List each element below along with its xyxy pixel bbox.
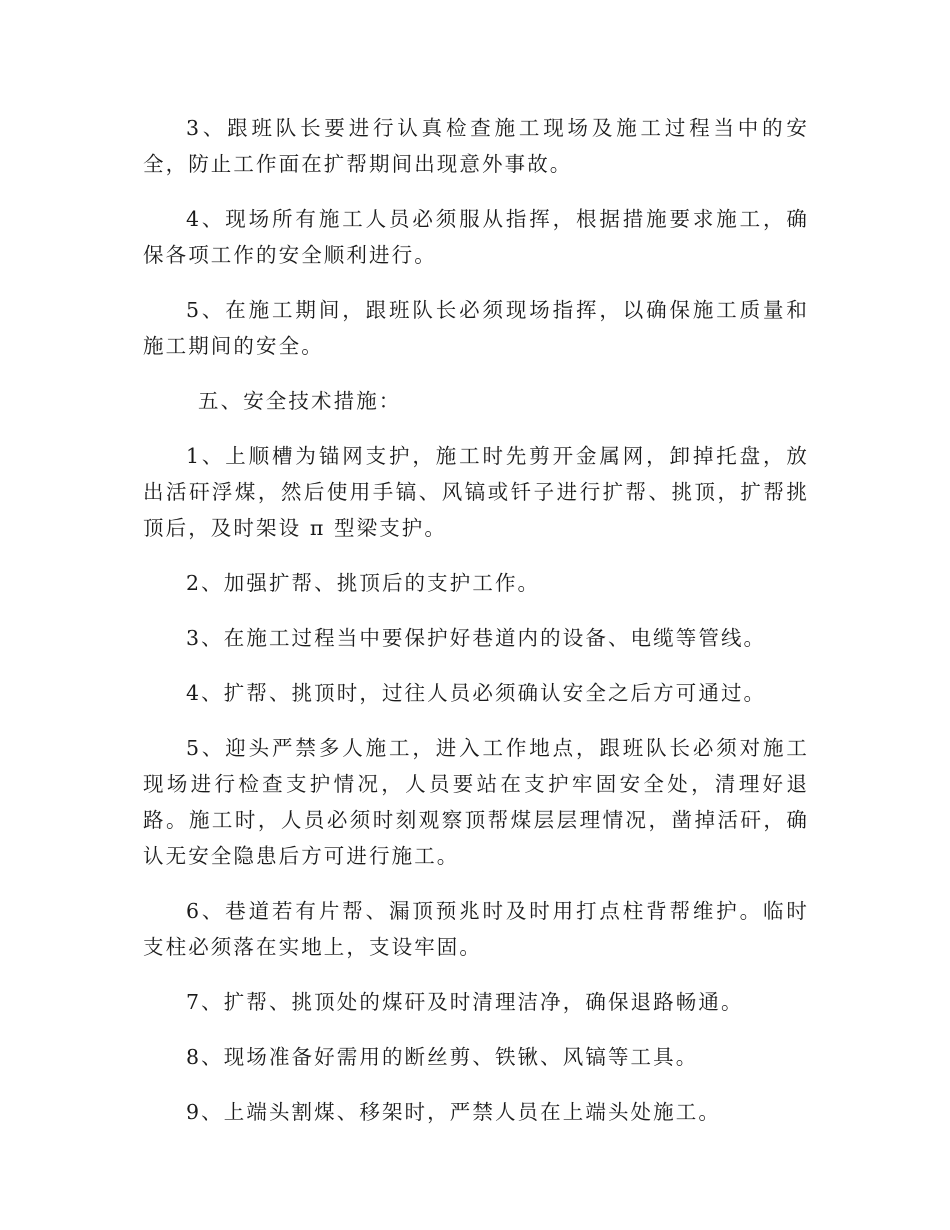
paragraph-measure-3: 3、在施工过程当中要保护好巷道内的设备、电缆等管线。 xyxy=(186,626,767,650)
paragraph-item-4-obey-command: 4、现场所有施工人员必须服从指挥，根据措施要求施工，确保各项工作的安全顺利进行。 xyxy=(143,207,809,267)
paragraph-measure-6: 6、巷道若有片帮、漏顶预兆时及时用打点柱背帮维护。临时支柱必须落在实地上，支设牢固。 xyxy=(143,899,809,959)
paragraph-measure-8: 8、现场准备好需用的断丝剪、铁锹、风镐等工具。 xyxy=(186,1045,699,1069)
paragraph-item-3-inspection: 3、跟班队长要进行认真检查施工现场及施工过程当中的安全，防止工作面在扩帮期间出现意外事故。 xyxy=(143,116,809,176)
paragraph-measure-9: 9、上端头割煤、移架时，严禁人员在上端头处施工。 xyxy=(186,1100,721,1124)
paragraph-measure-7: 7、扩帮、挑顶处的煤矸及时清理洁净，确保退路畅通。 xyxy=(186,990,744,1014)
section-heading-safety-measures: 五、安全技术措施： xyxy=(198,389,402,413)
paragraph-measure-2: 2、加强扩帮、挑顶后的支护工作。 xyxy=(186,571,541,595)
paragraph-item-5-on-site-command: 5、在施工期间，跟班队长必须现场指挥，以确保施工质量和施工期间的安全。 xyxy=(143,298,809,358)
paragraph-measure-4: 4、扩帮、挑顶时，过往人员必须确认安全之后方可通过。 xyxy=(186,681,767,705)
document-page xyxy=(143,110,809,1149)
paragraph-measure-1: 1、上顺槽为锚网支护，施工时先剪开金属网，卸掉托盘，放出活矸浮煤，然后使用手镐、风镐或钎子进行扩帮、挑顶，扩帮挑顶后，及时架设 π 型梁支护。 xyxy=(143,444,809,540)
paragraph-measure-5: 5、迎头严禁多人施工，进入工作地点，跟班队长必须对施工现场进行检查支护情况，人员要站在支护牢固安全处，清理好退路。施工时，人员必须时刻观察顶帮煤层层理情况，凿掉活矸，确认无安全隐患后方可进行施工。 xyxy=(143,736,809,868)
